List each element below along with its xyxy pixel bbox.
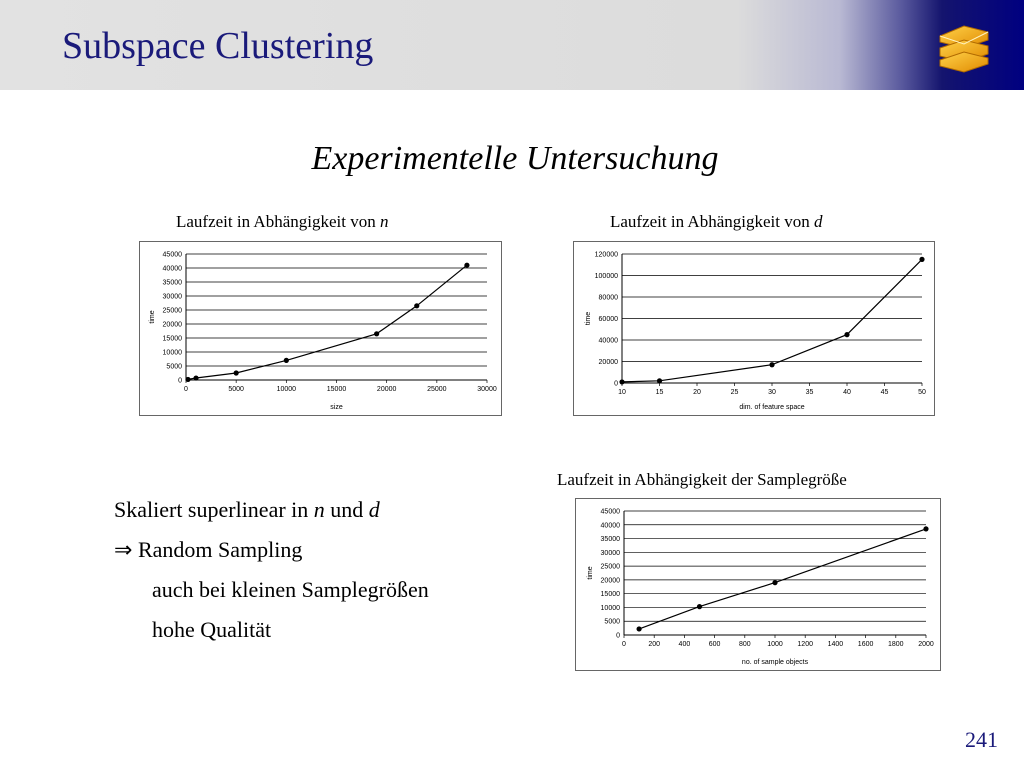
- y-tick-label: 20000: [600, 577, 620, 585]
- y-tick-label: 0: [616, 632, 620, 640]
- y-tick-label: 5000: [604, 618, 620, 626]
- y-axis-label: time: [149, 310, 156, 324]
- bullet-1-pre: Skaliert superlinear in: [114, 497, 314, 522]
- data-point: [923, 526, 928, 531]
- x-tick-label: 1800: [888, 641, 904, 648]
- bullet-1-n: n: [313, 497, 325, 522]
- y-tick-label: 25000: [162, 307, 182, 315]
- y-tick-label: 40000: [598, 337, 618, 345]
- x-tick-label: 25: [730, 389, 739, 396]
- y-tick-label: 25000: [600, 563, 620, 571]
- x-tick-label: 25000: [427, 386, 447, 393]
- x-tick-label: 400: [678, 641, 691, 648]
- chart-sample-box: [575, 498, 941, 671]
- x-tick-label: 10000: [276, 386, 297, 393]
- y-tick-label: 10000: [600, 604, 620, 612]
- bullet-1-mid: und: [324, 497, 369, 522]
- chart-title-n-var: n: [379, 212, 389, 231]
- implies-arrow-icon: ⇒: [114, 537, 133, 562]
- x-tick-label: 30: [768, 389, 776, 396]
- chart-title-n-text: Laufzeit in Abhängigkeit von: [176, 212, 380, 231]
- data-point: [185, 377, 190, 382]
- data-point: [464, 263, 469, 268]
- chart-sample: [576, 499, 940, 670]
- chart-title-sample: [557, 470, 847, 490]
- slide-subtitle: Experimentelle Untersuchung: [311, 140, 719, 177]
- bullet-list: [114, 490, 429, 650]
- bullet-1-d: d: [368, 497, 380, 522]
- bullet-2-text: Random Sampling: [132, 537, 303, 562]
- data-point: [919, 257, 924, 262]
- x-tick-label: 15000: [326, 386, 347, 393]
- series-line: [639, 529, 926, 629]
- y-tick-label: 40000: [162, 265, 182, 273]
- y-tick-label: 100000: [594, 273, 618, 280]
- bullet-line-1: [114, 490, 429, 530]
- chart-n-box: [139, 241, 502, 416]
- x-tick-label: 10: [618, 389, 626, 396]
- y-tick-label: 80000: [598, 294, 618, 302]
- x-tick-label: 40: [843, 389, 851, 396]
- chart-d-box: [573, 241, 935, 416]
- y-axis-label: time: [587, 566, 594, 580]
- x-axis-label: no. of sample objects: [741, 659, 809, 666]
- y-tick-label: 15000: [600, 591, 620, 599]
- x-tick-label: 600: [708, 641, 721, 648]
- y-tick-label: 40000: [600, 522, 620, 530]
- y-tick-label: 45000: [600, 508, 620, 516]
- x-tick-label: 2000: [918, 641, 934, 648]
- bullet-line-3: auch bei kleinen Samplegrößen: [152, 577, 429, 602]
- data-point: [657, 378, 662, 383]
- data-point: [637, 626, 642, 631]
- x-tick-label: 50: [918, 389, 926, 396]
- x-tick-label: 0: [622, 641, 626, 648]
- x-tick-label: 30000: [477, 386, 497, 393]
- x-tick-label: 200: [648, 641, 661, 648]
- y-tick-label: 35000: [600, 536, 620, 544]
- header-bar: [0, 0, 1024, 90]
- y-tick-label: 10000: [162, 349, 182, 357]
- y-tick-label: 20000: [162, 321, 182, 329]
- x-tick-label: 20: [693, 389, 701, 396]
- x-axis-label: size: [330, 404, 343, 411]
- bullet-line-2: [114, 530, 429, 570]
- bullet-line-4: hohe Qualität: [152, 617, 272, 642]
- x-tick-label: 1000: [767, 641, 783, 648]
- data-point: [234, 370, 239, 375]
- chart-n: [140, 242, 501, 415]
- x-tick-label: 800: [738, 641, 751, 648]
- x-axis-label: dim. of feature space: [739, 404, 805, 411]
- x-tick-label: 20000: [376, 386, 397, 393]
- y-tick-label: 0: [178, 377, 182, 385]
- data-point: [284, 358, 289, 363]
- y-tick-label: 120000: [594, 251, 618, 259]
- data-point: [619, 379, 624, 384]
- y-tick-label: 30000: [600, 549, 620, 557]
- y-tick-label: 20000: [598, 359, 618, 366]
- data-point: [193, 375, 198, 380]
- x-tick-label: 5000: [228, 386, 244, 393]
- y-tick-label: 30000: [162, 293, 182, 301]
- chart-title-sample-text: Laufzeit in Abhängigkeit der Samplegröße: [557, 470, 847, 489]
- data-point: [772, 580, 777, 585]
- data-point: [844, 332, 849, 337]
- chart-title-d-var: d: [813, 212, 823, 231]
- y-axis-label: time: [585, 311, 592, 326]
- x-tick-label: 1200: [797, 641, 813, 648]
- y-tick-label: 5000: [166, 363, 182, 371]
- chart-d: [574, 242, 934, 415]
- x-tick-label: 1600: [857, 641, 874, 648]
- x-tick-label: 1400: [827, 641, 844, 648]
- chart-title-d-text: Laufzeit in Abhängigkeit von: [610, 212, 814, 231]
- y-tick-label: 45000: [162, 251, 182, 259]
- data-point: [769, 362, 774, 367]
- x-tick-label: 15: [655, 389, 664, 396]
- page-number: 241: [965, 727, 998, 752]
- chart-title-d: [610, 212, 822, 232]
- slide-title: Subspace Clustering: [62, 25, 374, 67]
- x-tick-label: 45: [880, 389, 889, 396]
- data-point: [414, 303, 419, 308]
- data-point: [697, 604, 702, 609]
- y-tick-label: 35000: [162, 279, 182, 287]
- x-tick-label: 0: [184, 386, 188, 393]
- chart-title-n: [176, 212, 388, 232]
- y-tick-label: 0: [614, 380, 618, 388]
- x-tick-label: 35: [805, 389, 814, 396]
- data-point: [374, 331, 379, 336]
- y-tick-label: 60000: [598, 316, 618, 323]
- y-tick-label: 15000: [162, 335, 182, 343]
- stacked-layers-logo-icon: [934, 18, 994, 74]
